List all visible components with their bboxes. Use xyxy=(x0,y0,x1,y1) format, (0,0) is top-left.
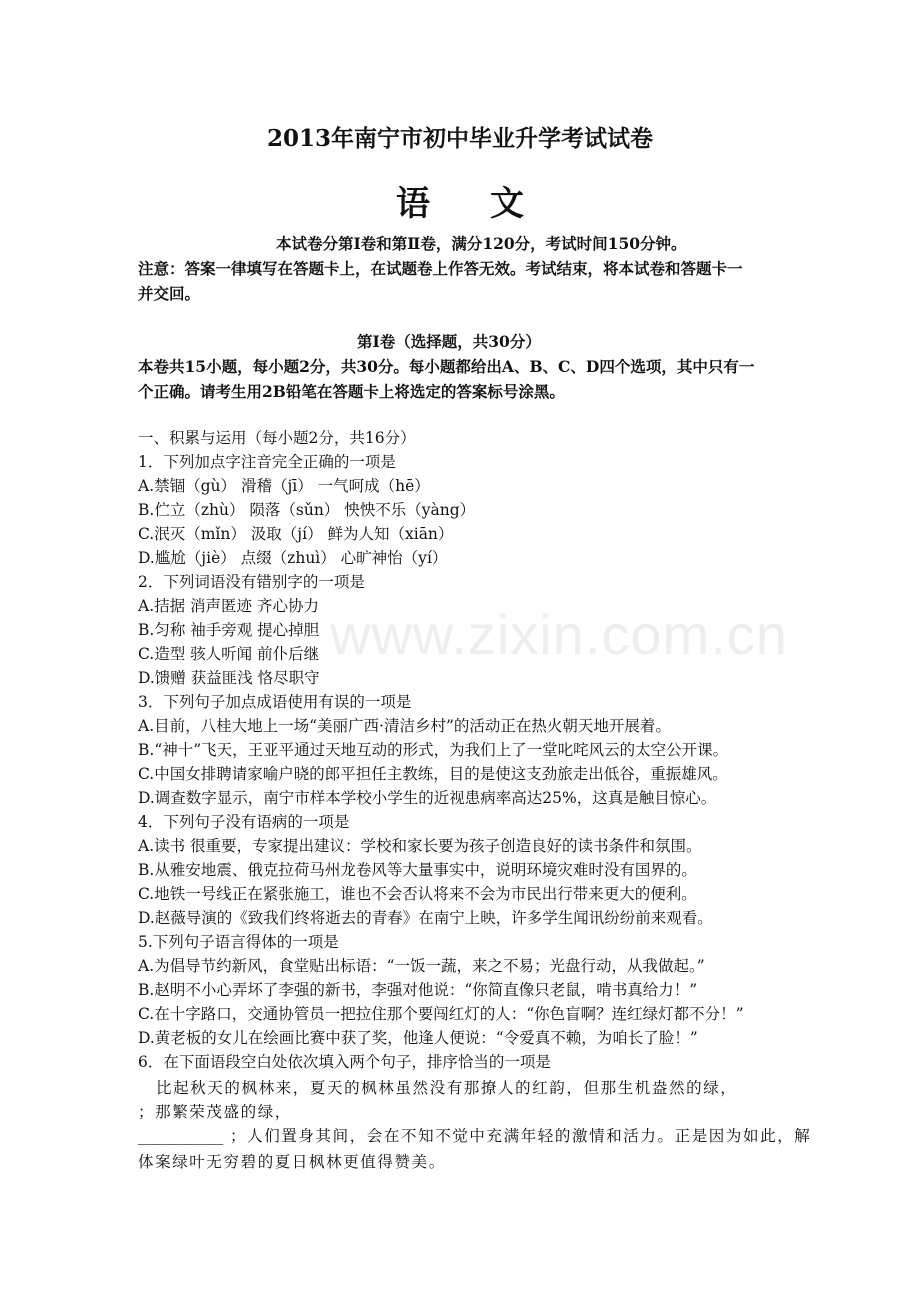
subject-title: 语文 xyxy=(396,184,584,224)
question-3-option-b: B.“神十”飞天，王亚平通过天地互动的形式，为我们上了一堂叱咤风云的太空公开课。 xyxy=(138,741,729,759)
question-4-option-d: D.赵薇导演的《致我们终将逝去的青春》在南宁上映，许多学生闻讯纷纷前来观看。 xyxy=(138,909,713,927)
question-1-option-a: A.禁锢（gù） 滑稽（jī） 一气呵成（hē） xyxy=(138,477,430,495)
question-1-option-c: C.泯灭（mǐn） 汲取（jí） 鲜为人知（xiān） xyxy=(138,525,454,543)
passage-line-2: ；那繁荣茂盛的绿， xyxy=(138,1103,292,1121)
passage-line-3: ；人们置身其间，会在不知不觉中充满年轻的激情和活力。正是因为如此，解 xyxy=(230,1127,812,1145)
question-3-option-a: A.目前，八桂大地上一场“美丽广西·清洁乡村”的活动正在热火朝天地开展着。 xyxy=(138,717,671,735)
question-5-option-b: B.赵明不小心弄坏了李强的新书，李强对他说：“你简直像只老鼠，啃书真给力！” xyxy=(138,981,698,999)
exam-title: 2013年南宁市初中毕业升学考试试卷 xyxy=(266,125,653,152)
watermark: www.zixin.com.cn xyxy=(330,603,788,666)
question-3-option-c: C.中国女排聘请家喻户晓的郎平担任主教练，目的是使这支劲旅走出低谷，重振雄风。 xyxy=(138,765,728,783)
question-3-stem: 3．下列句子加点成语使用有误的一项是 xyxy=(138,693,412,711)
question-5-option-a: A.为倡导节约新风，食堂贴出标语：“一饭一蔬，来之不易；光盘行动，从我做起。” xyxy=(138,957,705,975)
question-2-stem: 2．下列词语没有错别字的一项是 xyxy=(138,573,365,591)
question-5-stem: 5.下列句子语言得体的一项是 xyxy=(138,933,339,951)
exam-info: 本试卷分第Ⅰ卷和第Ⅱ卷，满分120分，考试时间150分钟。 xyxy=(276,234,687,253)
question-6-stem: 6．在下面语段空白处依次填入两个句子，排序恰当的一项是 xyxy=(138,1053,551,1071)
passage-line-1: 比起秋天的枫林来，夏天的枫林虽然没有那撩人的红韵，但那生机盎然的绿， xyxy=(156,1079,738,1097)
passage-line-4: 体案绿叶无穷碧的夏日枫林更值得赞美。 xyxy=(138,1153,446,1171)
question-2-option-d: D.馈赠 获益匪浅 恪尽职守 xyxy=(138,669,320,687)
question-5-option-d: D.黄老板的女儿在绘画比赛中获了奖，他逢人便说：“令爱真不赖，为咱长了脸！” xyxy=(138,1029,698,1047)
question-4-option-a: A.读书 很重要，专家提出建议：学校和家长要为孩子创造良好的读书条件和氛围。 xyxy=(138,837,702,855)
part1-instruction-1: 本卷共15小题，每小题2分，共30分。每小题都给出A、B、C、D四个选项，其中只有一 xyxy=(138,357,755,376)
section1-heading: 一、积累与运用（每小题2分，共16分） xyxy=(138,429,416,447)
question-1-option-d: D.尴尬（jiè） 点缀（zhuì） 心旷神怡（yí） xyxy=(138,549,448,567)
question-2-option-a: A.拮据 消声匿迹 齐心协力 xyxy=(138,597,319,615)
question-1-stem: 1．下列加点字注音完全正确的一项是 xyxy=(138,453,396,471)
part1-heading: 第Ⅰ卷（选择题，共30分） xyxy=(357,332,541,351)
question-2-option-c: C.造型 骇人听闻 前仆后继 xyxy=(138,645,320,663)
notice-line-1: 注意：答案一律填写在答题卡上，在试题卷上作答无效。考试结束，将本试卷和答题卡一 xyxy=(138,259,743,278)
question-2-option-b: B.匀称 袖手旁观 提心掉胆 xyxy=(138,621,320,639)
question-4-option-c: C.地铁一号线正在紧张施工，谁也不会否认将来不会为市民出行带来更大的便利。 xyxy=(138,885,697,903)
question-4-option-b: B.从雅安地震、俄克拉荷马州龙卷风等大量事实中，说明环境灾难时没有国界的。 xyxy=(138,861,697,879)
question-3-option-d: D.调查数字显示，南宁市样本学校小学生的近视患病率高达25%，这真是触目惊心。 xyxy=(138,789,717,807)
question-4-stem: 4．下列句子没有语病的一项是 xyxy=(138,813,350,831)
passage-blank: ___________ xyxy=(138,1127,224,1145)
notice-line-2: 并交回。 xyxy=(138,284,201,303)
part1-instruction-2: 个正确。请考生用2B铅笔在答题卡上将选定的答案标号涂黑。 xyxy=(138,382,565,401)
question-1-option-b: B.伫立（zhù） 陨落（sǔn） 怏怏不乐（yàng） xyxy=(138,501,476,519)
question-5-option-c: C.在十字路口，交通协管员一把拉住那个要闯红灯的人：“你色盲啊？连红绿灯都不分！” xyxy=(138,1005,744,1023)
